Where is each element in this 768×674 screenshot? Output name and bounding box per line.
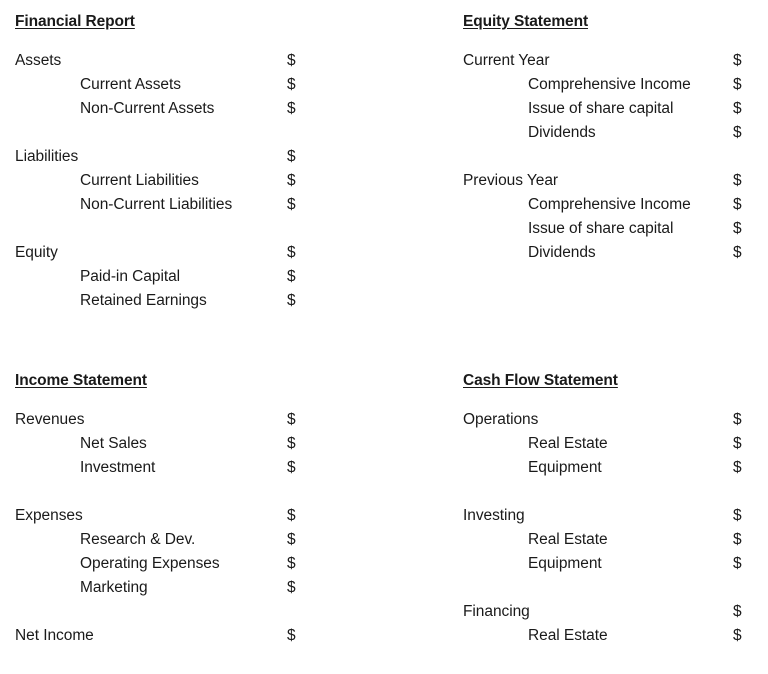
amount-cell: $ bbox=[733, 555, 742, 572]
row-spacer bbox=[463, 145, 588, 169]
amount-cell: $ bbox=[287, 172, 296, 189]
group-heading-label: Investing bbox=[463, 507, 525, 524]
rows-income-statement bbox=[15, 408, 296, 648]
amount-cell: $ bbox=[733, 76, 742, 93]
amount-cell: $ bbox=[287, 579, 296, 596]
group-heading-row bbox=[15, 408, 296, 432]
section-income-statement bbox=[15, 371, 296, 648]
line-item-label: Dividends bbox=[528, 124, 596, 141]
row-spacer bbox=[15, 217, 135, 241]
line-item-row bbox=[463, 217, 742, 241]
group-heading-label: Net Income bbox=[15, 627, 94, 644]
line-item-label: Research & Dev. bbox=[80, 531, 196, 548]
group-heading-label: Current Year bbox=[463, 52, 550, 69]
amount-cell: $ bbox=[287, 76, 296, 93]
amount-cell: $ bbox=[287, 100, 296, 117]
amount-cell: $ bbox=[287, 52, 296, 69]
group-heading-label: Expenses bbox=[15, 507, 83, 524]
line-item-row bbox=[15, 456, 296, 480]
line-item-label: Paid-in Capital bbox=[80, 268, 181, 285]
line-item-label: Current Assets bbox=[80, 76, 181, 93]
group-heading-row bbox=[15, 241, 296, 265]
amount-cell: $ bbox=[287, 196, 296, 213]
amount-cell: $ bbox=[287, 411, 296, 428]
section-title-financial-report: Financial Report bbox=[15, 13, 135, 30]
line-item-label: Real Estate bbox=[528, 531, 608, 548]
group-heading-row bbox=[463, 408, 742, 432]
line-item-label: Dividends bbox=[528, 244, 596, 261]
amount-cell: $ bbox=[733, 244, 742, 261]
amount-cell: $ bbox=[287, 435, 296, 452]
section-equity-statement bbox=[463, 12, 742, 265]
line-item-label: Non-Current Liabilities bbox=[80, 196, 233, 213]
line-item-label: Real Estate bbox=[528, 627, 608, 644]
line-item-row bbox=[463, 73, 742, 97]
line-item-row bbox=[15, 576, 296, 600]
line-item-row bbox=[15, 432, 296, 456]
amount-cell: $ bbox=[733, 124, 742, 141]
line-item-row bbox=[15, 528, 296, 552]
line-item-row bbox=[463, 432, 742, 456]
line-item-label: Operating Expenses bbox=[80, 555, 220, 572]
line-item-row bbox=[463, 624, 742, 648]
line-item-row bbox=[463, 121, 742, 145]
line-item-label: Comprehensive Income bbox=[528, 76, 691, 93]
amount-cell: $ bbox=[287, 292, 296, 309]
amount-cell: $ bbox=[287, 531, 296, 548]
row-spacer bbox=[15, 121, 135, 145]
line-item-label: Issue of share capital bbox=[528, 220, 674, 237]
line-item-row bbox=[15, 552, 296, 576]
line-item-label: Current Liabilities bbox=[80, 172, 199, 189]
group-heading-label: Assets bbox=[15, 52, 62, 69]
line-item-label: Marketing bbox=[80, 579, 148, 596]
row-spacer bbox=[15, 600, 147, 624]
amount-cell: $ bbox=[733, 507, 742, 524]
amount-cell: $ bbox=[733, 220, 742, 237]
line-item-label: Equipment bbox=[528, 555, 602, 572]
group-heading-row bbox=[463, 600, 742, 624]
amount-cell: $ bbox=[287, 555, 296, 572]
amount-cell: $ bbox=[733, 435, 742, 452]
amount-cell: $ bbox=[733, 459, 742, 476]
line-item-row bbox=[15, 289, 296, 313]
amount-cell: $ bbox=[733, 603, 742, 620]
line-item-label: Non-Current Assets bbox=[80, 100, 215, 117]
amount-cell: $ bbox=[733, 411, 742, 428]
line-item-row bbox=[463, 528, 742, 552]
group-heading-row bbox=[15, 624, 296, 648]
line-item-row bbox=[15, 193, 296, 217]
line-item-row bbox=[463, 456, 742, 480]
amount-cell: $ bbox=[733, 196, 742, 213]
row-spacer bbox=[463, 480, 618, 504]
line-item-label: Comprehensive Income bbox=[528, 196, 691, 213]
group-heading-row bbox=[463, 504, 742, 528]
section-financial-report bbox=[15, 12, 296, 313]
rows-financial-report bbox=[15, 49, 296, 313]
line-item-row bbox=[15, 169, 296, 193]
amount-cell: $ bbox=[733, 52, 742, 69]
amount-cell: $ bbox=[287, 507, 296, 524]
line-item-row bbox=[15, 265, 296, 289]
section-title-income-statement: Income Statement bbox=[15, 372, 147, 389]
group-heading-label: Equity bbox=[15, 244, 58, 261]
group-heading-row bbox=[463, 169, 742, 193]
line-item-label: Issue of share capital bbox=[528, 100, 674, 117]
group-heading-row bbox=[463, 49, 742, 73]
amount-cell: $ bbox=[733, 531, 742, 548]
amount-cell: $ bbox=[287, 148, 296, 165]
line-item-row bbox=[15, 97, 296, 121]
group-heading-row bbox=[15, 145, 296, 169]
group-heading-label: Revenues bbox=[15, 411, 85, 428]
group-heading-label: Financing bbox=[463, 603, 530, 620]
line-item-label: Real Estate bbox=[528, 435, 608, 452]
row-spacer bbox=[15, 480, 147, 504]
section-title-cash-flow-statement: Cash Flow Statement bbox=[463, 372, 618, 389]
amount-cell: $ bbox=[287, 627, 296, 644]
section-cash-flow-statement bbox=[463, 371, 742, 648]
group-heading-row bbox=[15, 504, 296, 528]
amount-cell: $ bbox=[287, 268, 296, 285]
line-item-label: Equipment bbox=[528, 459, 602, 476]
line-item-row bbox=[15, 73, 296, 97]
line-item-row bbox=[463, 97, 742, 121]
line-item-row bbox=[463, 241, 742, 265]
group-heading-label: Previous Year bbox=[463, 172, 558, 189]
line-item-label: Retained Earnings bbox=[80, 292, 207, 309]
group-heading-label: Operations bbox=[463, 411, 539, 428]
amount-cell: $ bbox=[733, 627, 742, 644]
amount-cell: $ bbox=[733, 100, 742, 117]
line-item-row bbox=[463, 193, 742, 217]
rows-cash-flow-statement bbox=[463, 408, 742, 648]
line-item-label: Net Sales bbox=[80, 435, 147, 452]
line-item-row bbox=[463, 552, 742, 576]
line-item-label: Investment bbox=[80, 459, 156, 476]
amount-cell: $ bbox=[287, 244, 296, 261]
group-heading-label: Liabilities bbox=[15, 148, 79, 165]
amount-cell: $ bbox=[287, 459, 296, 476]
amount-cell: $ bbox=[733, 172, 742, 189]
rows-equity-statement bbox=[463, 49, 742, 265]
section-title-equity-statement: Equity Statement bbox=[463, 13, 589, 30]
row-spacer bbox=[463, 576, 618, 600]
group-heading-row bbox=[15, 49, 296, 73]
